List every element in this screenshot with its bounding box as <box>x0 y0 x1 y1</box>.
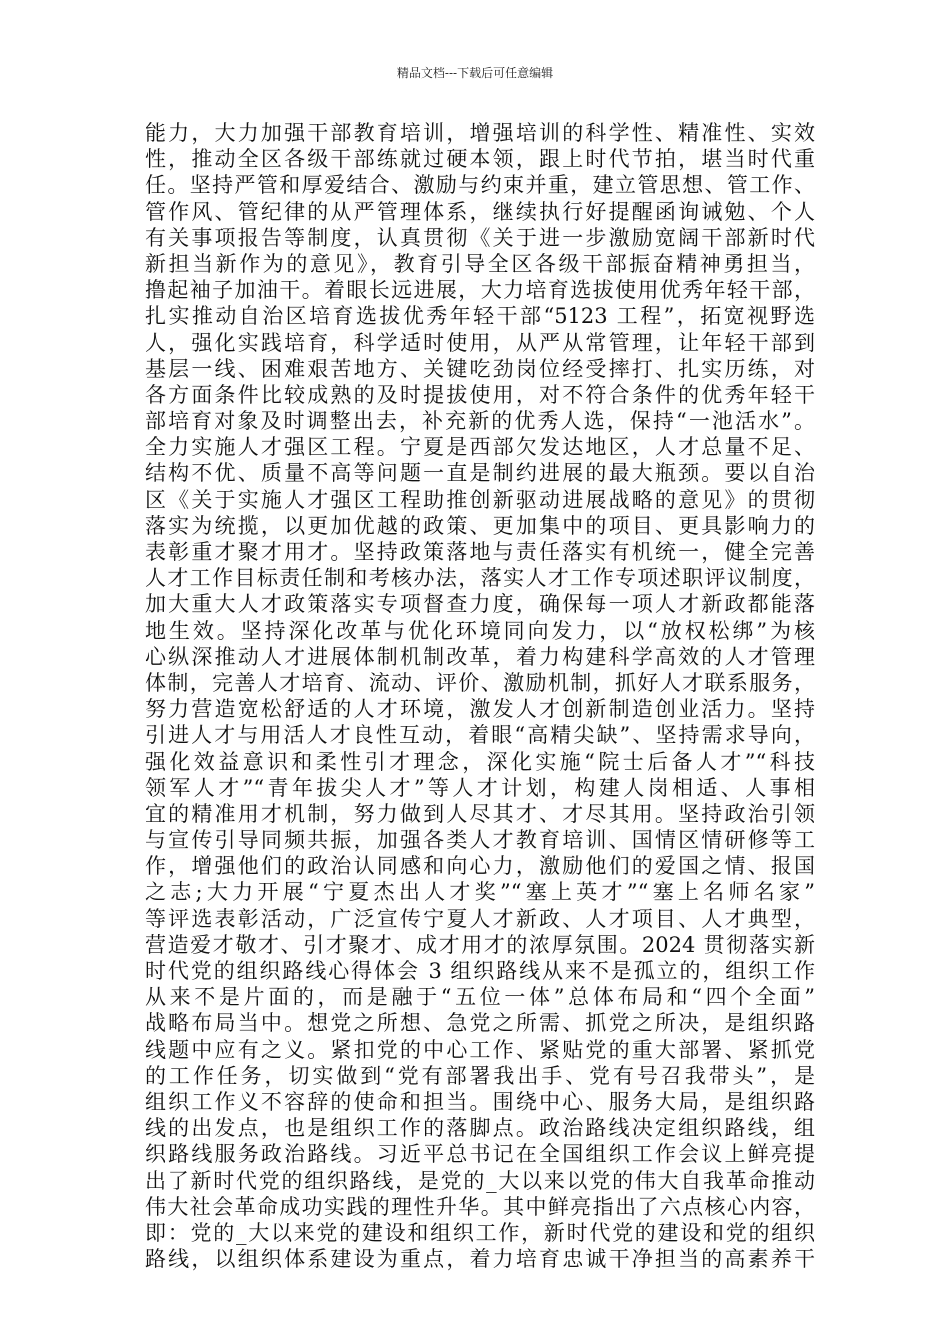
text-line: 之志;大力开展“宁夏杰出人才奖”“塞上英才”“塞上名师名家” <box>145 880 815 905</box>
text-line: 落实为统揽，以更加优越的政策、更加集中的项目、更具影响力的 <box>145 513 815 538</box>
text-line: 作，增强他们的政治认同感和向心力，激励他们的爱国之情、报国 <box>145 854 815 879</box>
text-line: 管作风、管纪律的从严管理体系，继续执行好提醒函询诫勉、个人 <box>145 199 815 224</box>
text-line: 强化效益意识和柔性引才理念，深化实施“院士后备人才”“科技 <box>145 749 815 774</box>
text-line: 营造爱才敬才、引才聚才、成才用才的浓厚氛围。2024 贯彻落实新 <box>145 932 815 957</box>
text-line: 织路线服务政治路线。习近平总书记在全国组织工作会议上鲜亮提 <box>145 1142 815 1167</box>
text-line: 各方面条件比较成熟的及时提拔使用，对不符合条件的优秀年轻干 <box>145 382 815 407</box>
text-line: 能力，大力加强干部教育培训，增强培训的科学性、精准性、实效 <box>145 121 815 145</box>
text-line: 即：党的_大以来党的建设和组织工作，新时代党的建设和党的组织 <box>145 1220 815 1245</box>
text-line: 领军人才”“青年拔尖人才”等人才计划，构建人岗相适、人事相 <box>145 775 815 800</box>
text-line: 扎实推动自治区培育选拔优秀年轻干部“5123 工程”，拓宽视野选 <box>145 304 815 329</box>
text-line: 心纵深推动人才进展体制机制改革，着力构建科学高效的人才管理 <box>145 644 815 669</box>
text-line: 区《关于实施人才强区工程助推创新驱动进展战略的意见》的贯彻 <box>145 487 815 512</box>
text-line: 体制，完善人才培育、流动、评价、激励机制，抓好人才联系服务， <box>145 670 815 695</box>
text-line: 等评选表彰活动，广泛宣传宁夏人才新政、人才项目、人才典型， <box>145 906 815 931</box>
text-line: 时代党的组织路线心得体会 3 组织路线从来不是孤立的，组织工作 <box>145 959 815 983</box>
text-line: 部培育对象及时调整出去，补充新的优秀人选，保持“一池活水”。 <box>145 409 815 434</box>
text-line: 努力营造宽松舒适的人才环境，激发人才创新制造创业活力。坚持 <box>145 697 815 722</box>
text-line: 任。坚持严管和厚爱结合、激励与约束并重，建立管思想、管工作、 <box>145 173 815 198</box>
text-line: 有关事项报告等制度，认真贯彻《关于进一步激励宽阔干部新时代 <box>145 225 815 250</box>
text-line: 结构不优、质量不高等问题一直是制约进展的最大瓶颈。要以自治 <box>145 461 815 486</box>
text-line: 与宣传引导同频共振，加强各类人才教育培训、国情区情研修等工 <box>145 828 815 853</box>
text-line: 性，推动全区各级干部练就过硬本领，跟上时代节拍，堪当时代重 <box>145 147 815 172</box>
page-header: 精品文档---下载后可任意编辑 <box>396 66 554 80</box>
text-line: 撸起袖子加油干。着眼长远进展，大力培育选拔使用优秀年轻干部， <box>145 278 815 303</box>
text-line: 出了新时代党的组织路线，是党的_大以来以党的伟大自我革命推动 <box>145 1168 815 1193</box>
text-line: 伟大社会革命成功实践的理性升华。其中鲜亮指出了六点核心内容， <box>145 1194 815 1219</box>
text-line: 线题中应有之义。紧扣党的中心工作、紧贴党的重大部署、紧抓党 <box>145 1037 815 1062</box>
text-line: 宜的精准用才机制，努力做到人尽其才、才尽其用。坚持政治引领 <box>145 801 815 826</box>
text-line: 路线，以组织体系建设为重点，着力培育忠诚干净担当的高素养干 <box>145 1247 815 1272</box>
text-line: 新担当新作为的意见》，教育引导全区各级干部振奋精神勇担当， <box>145 251 815 276</box>
text-line: 引进人才与用活人才良性互动，着眼“高精尖缺”、坚持需求导向， <box>145 723 815 748</box>
text-line: 的工作任务，切实做到“党有部署我出手、党有号召我带头”，是 <box>145 1063 815 1088</box>
text-line: 线的出发点，也是组织工作的落脚点。政治路线决定组织路线，组 <box>145 1116 815 1141</box>
text-line: 从来不是片面的，而是融于“五位一体”总体布局和“四个全面” <box>145 985 815 1010</box>
text-line: 人才工作目标责任制和考核办法，落实人才工作专项述职评议制度， <box>145 566 815 591</box>
text-line: 战略布局当中。想党之所想、急党之所需、抓党之所决，是组织路 <box>145 1011 815 1036</box>
text-line: 加大重大人才政策落实专项督查力度，确保每一项人才新政都能落 <box>145 592 815 617</box>
body-text <box>145 120 815 1272</box>
text-line: 基层一线、困难艰苦地方、关键吃劲岗位经受摔打、扎实历练，对 <box>145 356 815 381</box>
text-line: 全力实施人才强区工程。宁夏是西部欠发达地区，人才总量不足、 <box>145 435 815 460</box>
text-line: 表彰重才聚才用才。坚持政策落地与责任落实有机统一，健全完善 <box>145 540 815 564</box>
text-line: 地生效。坚持深化改革与优化环境同向发力，以“放权松绑”为核 <box>145 618 815 643</box>
text-line: 人，强化实践培育，科学适时使用，从严从常管理，让年轻干部到 <box>145 330 815 355</box>
text-line: 组织工作义不容辞的使命和担当。围绕中心、服务大局，是组织路 <box>145 1089 815 1114</box>
